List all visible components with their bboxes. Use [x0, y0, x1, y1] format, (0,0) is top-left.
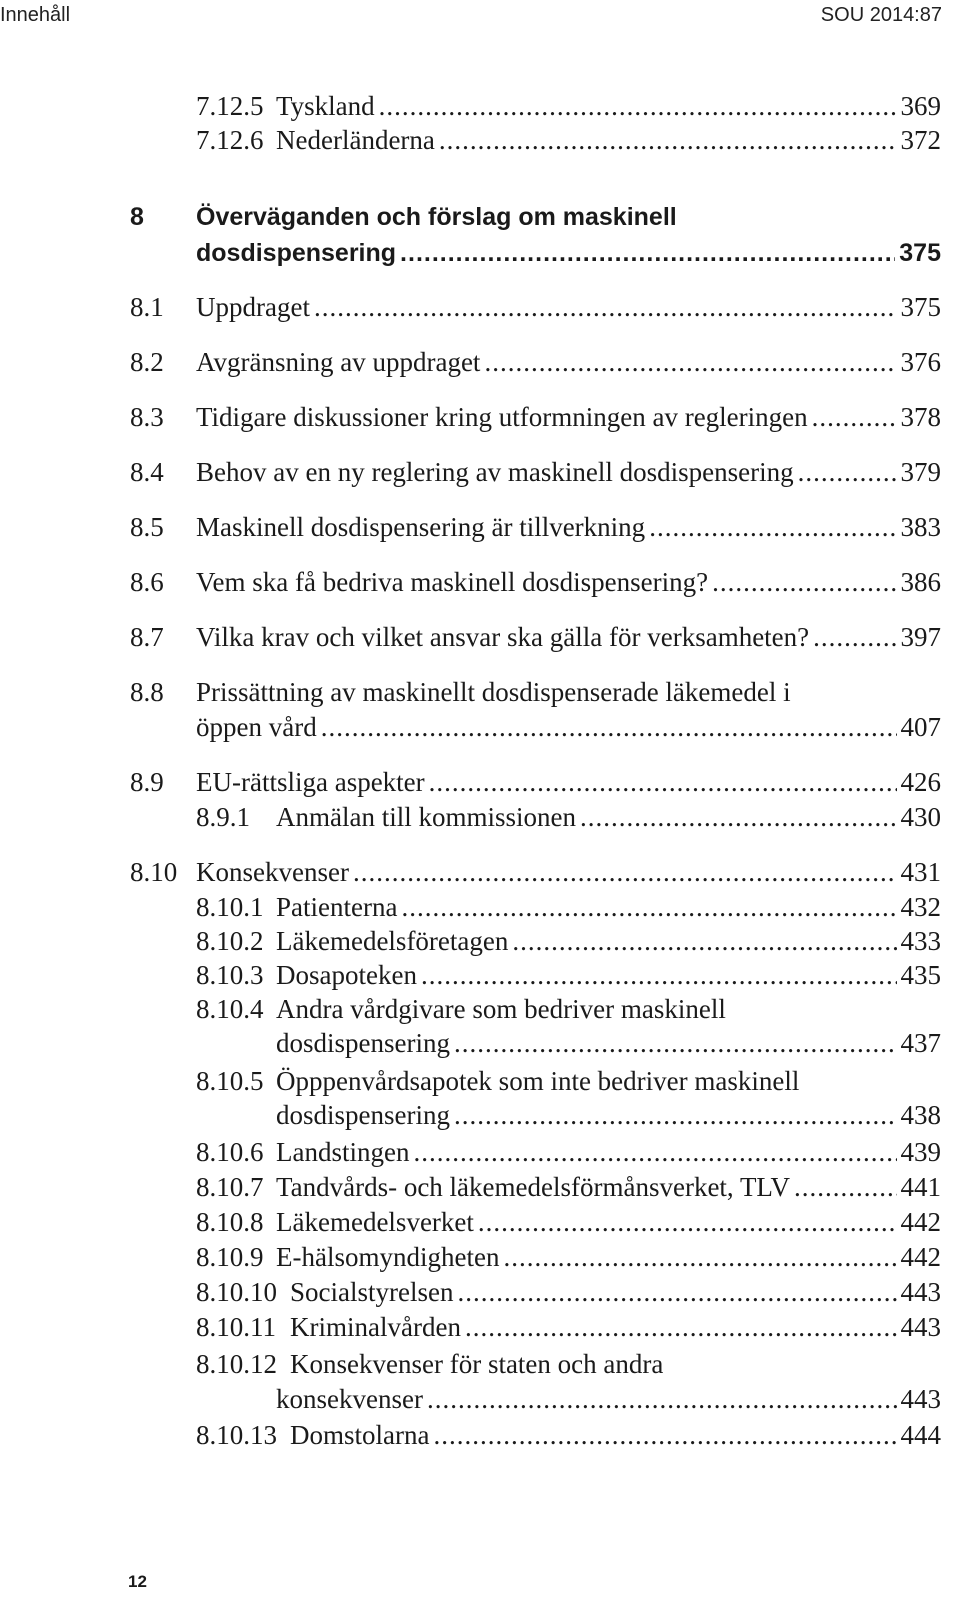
- toc-leader-dots: [353, 855, 897, 889]
- toc-entry-number: 8.10.7: [196, 1172, 264, 1202]
- toc-entry-number: 8.10.2: [196, 926, 264, 956]
- toc-entry-page: 379: [900, 457, 941, 487]
- toc-leader-dots: [465, 1310, 897, 1344]
- toc-entry[interactable]: [0, 290, 960, 324]
- toc-entry-title: Domstolarna: [290, 1420, 430, 1450]
- toc-entry[interactable]: [0, 1347, 960, 1381]
- toc-entry-page: 437: [900, 1028, 941, 1058]
- toc-entry-number: 8.9: [130, 767, 164, 797]
- toc-entry[interactable]: [0, 620, 960, 654]
- toc-entry-title: konsekvenser: [276, 1384, 423, 1414]
- toc-entry-number: 8.10: [130, 857, 178, 887]
- toc-entry-number: 7.12.5: [196, 91, 264, 121]
- toc-entry-continued[interactable]: [0, 1382, 960, 1416]
- toc-entry-title: Vem ska få bedriva maskinell dosdispensering?: [196, 567, 709, 597]
- toc-entry[interactable]: [0, 890, 960, 924]
- toc-entry-title-line1: Öpppenvårdsapotek som inte bedriver maskinell: [276, 1066, 800, 1096]
- toc-entry-title-line1: Prissättning av maskinellt dosdispenserade läkemedel i: [196, 677, 791, 707]
- toc-entry-title: Patienterna: [276, 892, 398, 922]
- toc-leader-dots: [379, 89, 897, 123]
- toc-entry-number: 8.10.12: [196, 1349, 277, 1379]
- toc-entry[interactable]: [0, 123, 960, 157]
- toc-leader-dots: [401, 890, 896, 924]
- toc-entry-page: 375: [900, 292, 941, 322]
- toc-entry[interactable]: [0, 958, 960, 992]
- toc-entry-title: Kriminalvården: [290, 1312, 461, 1342]
- toc-entry-title: dosdispensering: [196, 239, 397, 267]
- toc-entry-number: 8.9.1: [196, 802, 250, 832]
- toc-leader-dots: [427, 1382, 897, 1416]
- toc-leader-dots: [649, 510, 896, 544]
- toc-entry-page: 439: [900, 1137, 941, 1167]
- toc-leader-dots: [314, 290, 897, 324]
- toc-entry-title: Läkemedelsverket: [276, 1207, 474, 1237]
- toc-entry-page: 442: [900, 1207, 941, 1237]
- toc-entry[interactable]: [0, 992, 960, 1026]
- toc-leader-dots: [580, 800, 897, 834]
- toc-entry-number: 8.10.10: [196, 1277, 277, 1307]
- toc-entry-number: 8.10.9: [196, 1242, 264, 1272]
- toc-leader-dots: [413, 1135, 896, 1169]
- toc-leader-dots: [454, 1098, 897, 1132]
- toc-entry-title: Nederländerna: [276, 125, 435, 155]
- toc-entry-title: öppen vård: [196, 712, 317, 742]
- toc-entry[interactable]: [0, 345, 960, 379]
- toc-entry-continued[interactable]: [0, 1098, 960, 1132]
- toc-entry-page: 426: [900, 767, 941, 797]
- toc-leader-dots: [421, 958, 897, 992]
- toc-entry[interactable]: [0, 1240, 960, 1274]
- toc-leader-dots: [512, 924, 896, 958]
- toc-entry-title: Tandvårds- och läkemedelsförmånsverket, TLV: [276, 1172, 790, 1202]
- toc-entry[interactable]: [0, 400, 960, 434]
- toc-entry-title: Tidigare diskussioner kring utformningen av regleringen: [196, 402, 808, 432]
- toc-entry-number: 8.10.8: [196, 1207, 264, 1237]
- toc-entry-number: 8.8: [130, 677, 164, 707]
- toc-entry-number: 8.10.5: [196, 1066, 264, 1096]
- toc-entry-page: 397: [900, 622, 941, 652]
- toc-entry[interactable]: [0, 765, 960, 799]
- toc-chapter-heading-continued[interactable]: [0, 236, 960, 270]
- toc-leader-dots: [712, 565, 896, 599]
- toc-entry-page: 383: [900, 512, 941, 542]
- toc-entry-number: 8.10.3: [196, 960, 264, 990]
- toc-entry-title: Behov av en ny reglering av maskinell dosdispensering: [196, 457, 794, 487]
- toc-entry[interactable]: [0, 455, 960, 489]
- toc-entry-page: 441: [900, 1172, 941, 1202]
- toc-entry-page: 443: [900, 1312, 941, 1342]
- toc-entry-page: 431: [900, 857, 941, 887]
- toc-entry-title: Uppdraget: [196, 292, 310, 322]
- toc-entry[interactable]: [0, 1205, 960, 1239]
- toc-entry-title: E-hälsomyndigheten: [276, 1242, 500, 1272]
- toc-entry-number: 8.10.4: [196, 994, 264, 1024]
- toc-leader-dots: [484, 345, 896, 379]
- toc-leader-dots: [433, 1418, 896, 1452]
- toc-entry-number: 8.1: [130, 292, 164, 322]
- toc-entry-page: 435: [900, 960, 941, 990]
- toc-entry-title: Landstingen: [276, 1137, 410, 1167]
- toc-entry[interactable]: [0, 924, 960, 958]
- toc-leader-dots: [503, 1240, 896, 1274]
- toc-entry[interactable]: [0, 1275, 960, 1309]
- toc-entry-page: 369: [900, 91, 941, 121]
- toc-entry-title: Avgränsning av uppdraget: [196, 347, 481, 377]
- toc-entry-title-line1: Konsekvenser för staten och andra: [290, 1349, 664, 1379]
- toc-entry-page: 430: [900, 802, 941, 832]
- toc-entry-number: 7.12.6: [196, 125, 264, 155]
- toc-leader-dots: [454, 1026, 897, 1060]
- toc-entry-number: 8.7: [130, 622, 164, 652]
- toc-entry-title-line1: Överväganden och förslag om maskinell: [196, 203, 677, 231]
- toc-entry-number: 8: [130, 203, 144, 231]
- toc-leader-dots: [457, 1275, 896, 1309]
- toc-entry-title: Maskinell dosdispensering är tillverkning: [196, 512, 646, 542]
- toc-entry-number: 8.10.1: [196, 892, 264, 922]
- toc-entry-page: 376: [900, 347, 941, 377]
- toc-entry[interactable]: [0, 1418, 960, 1452]
- toc-leader-dots: [400, 236, 895, 270]
- toc-entry[interactable]: [0, 1170, 960, 1204]
- toc-entry-page: 443: [900, 1384, 941, 1414]
- running-header-right: SOU 2014:87: [820, 4, 942, 26]
- toc-entry-title: Konsekvenser: [196, 857, 349, 887]
- toc-leader-dots: [429, 765, 897, 799]
- toc-entry-number: 8.2: [130, 347, 164, 377]
- page-number: 12: [128, 1572, 147, 1591]
- toc-entry-title-line1: Andra vårdgivare som bedriver maskinell: [276, 994, 726, 1024]
- toc-entry-number: 8.10.6: [196, 1137, 264, 1167]
- toc-leader-dots: [813, 620, 896, 654]
- toc-entry[interactable]: [0, 565, 960, 599]
- toc-leader-dots: [439, 123, 897, 157]
- toc-leader-dots: [478, 1205, 897, 1239]
- toc-entry-page: 375: [899, 239, 941, 267]
- toc-entry[interactable]: [0, 1064, 960, 1098]
- toc-entry-continued[interactable]: [0, 1026, 960, 1060]
- toc-entry-page: 372: [900, 125, 941, 155]
- toc-leader-dots: [321, 710, 897, 744]
- toc-entry-page: 432: [900, 892, 941, 922]
- toc-leader-dots: [798, 455, 897, 489]
- toc-entry-title: Tyskland: [276, 91, 375, 121]
- toc-entry-number: 8.4: [130, 457, 164, 487]
- toc-entry-number: 8.5: [130, 512, 164, 542]
- toc-entry-title: dosdispensering: [276, 1028, 450, 1058]
- toc-entry-page: 386: [900, 567, 941, 597]
- running-header-left: Innehåll: [0, 4, 71, 26]
- toc-entry-title: Vilka krav och vilket ansvar ska gälla för verksamheten?: [196, 622, 810, 652]
- toc-entry-title: Läkemedelsföretagen: [276, 926, 509, 956]
- toc-entry-page: 378: [900, 402, 941, 432]
- toc-entry[interactable]: [0, 1310, 960, 1344]
- toc-entry[interactable]: [0, 510, 960, 544]
- toc-entry-number: 8.10.13: [196, 1420, 277, 1450]
- toc-leader-dots: [794, 1170, 897, 1204]
- toc-entry-page: 438: [900, 1100, 941, 1130]
- toc-entry-title: EU-rättsliga aspekter: [196, 767, 425, 797]
- toc-entry-number: 8.10.11: [196, 1312, 276, 1342]
- toc-entry[interactable]: [0, 800, 960, 834]
- toc-chapter-heading[interactable]: [0, 200, 960, 234]
- toc-entry-page: 442: [900, 1242, 941, 1272]
- toc-entry-page: 433: [900, 926, 941, 956]
- toc-leader-dots: [812, 400, 897, 434]
- toc-entry-title: Anmälan till kommissionen: [276, 802, 576, 832]
- toc-entry-page: 407: [900, 712, 941, 742]
- toc-entry-page: 444: [900, 1420, 941, 1450]
- toc-entry-page: 443: [900, 1277, 941, 1307]
- toc-entry[interactable]: [0, 1135, 960, 1169]
- toc-entry[interactable]: [0, 89, 960, 123]
- toc-entry-title: Socialstyrelsen: [290, 1277, 454, 1307]
- toc-entry-continued[interactable]: [0, 710, 960, 744]
- toc-entry-number: 8.3: [130, 402, 164, 432]
- toc-entry-title: dosdispensering: [276, 1100, 450, 1130]
- toc-entry-number: 8.6: [130, 567, 164, 597]
- toc-entry[interactable]: [0, 675, 960, 709]
- toc-entry[interactable]: [0, 855, 960, 889]
- toc-entry-title: Dosapoteken: [276, 960, 417, 990]
